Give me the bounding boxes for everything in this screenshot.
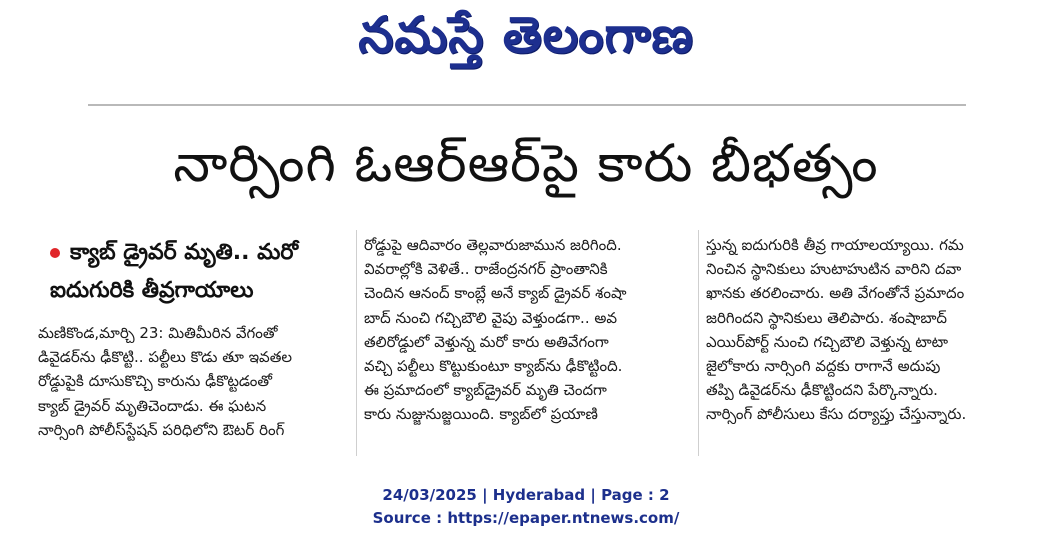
bullet-icon — [50, 248, 60, 258]
text-line: నార్సింగి పోలీస్‌స్టేషన్ పరిధిలోని ఔటర్ రింగ్ — [38, 420, 285, 439]
text-line: డివైడర్‌ను ఢీకొట్టి.. పల్టీలు కొడు తూ ఇవతల — [38, 348, 293, 367]
text-line: రోడ్డుపైకి దూసుకొచ్చి కారును ఢీకొట్టడంతో — [38, 372, 273, 391]
masthead-divider — [88, 104, 966, 106]
subhead-line: ఐదుగురికి తీవ్రగాయాలు — [50, 278, 254, 303]
text-line: జైలోకారు నార్సింగి వద్దకు రాగానే అదుపు — [706, 357, 941, 376]
text-line: వివరాల్లోకి వెళితే.. రాజేంద్రనగర్ ప్రాంతానికి — [364, 260, 608, 279]
text-line: వచ్చి పల్టీలు కొట్టుకుంటూ క్యాబ్‌ను ఢీకొట్టింది. — [364, 357, 623, 376]
article-subhead — [50, 234, 350, 310]
text-line: మణికొండ,మార్చి 23: మితిమీరిన వేగంతో — [38, 324, 278, 342]
text-line: తప్పి డివైడర్‌ను ఢీకొట్టిందని పేర్కొన్నారు. — [706, 381, 938, 400]
subhead-line: క్యాబ్ డ్రైవర్ మృతి.. మరో — [50, 234, 350, 272]
text-line: ఎయిర్‌పోర్ట్ నుంచి గచ్చిబౌలి వెళ్తున్న టాటా — [706, 332, 949, 351]
text-line: ఖానకు తరలించారు. అతి వేగంతోనే ప్రమాదం — [706, 284, 965, 303]
column-divider — [698, 230, 699, 456]
text-line: నించిన స్థానికులు హుటాహుటిన వారిని దవా — [706, 260, 962, 279]
column-divider — [356, 230, 357, 456]
text-line: చెందిన ఆనంద్ కాంబ్లే అనే క్యాబ్ డ్రైవర్ శంషా — [364, 284, 627, 303]
text-line: స్తున్న ఐదుగురికి తీవ్ర గాయాలయ్యాయి. గమ — [706, 236, 964, 254]
footer-source: Source : https://epaper.ntnews.com/ — [372, 509, 680, 527]
text-line: కారు నుజ్జునుజ్జయింది. క్యాబ్‌లో ప్రయాణి — [364, 405, 598, 424]
article-headline: నార్సింగి ఓఆర్‌ఆర్‌పై కారు బీభత్సం — [173, 134, 879, 194]
article-column-2 — [364, 233, 690, 427]
text-line: జరిగిందని స్థానికులు తెలిపారు. శంషాబాద్ — [706, 308, 947, 327]
masthead-title: నమస్తే తెలంగాణ — [358, 6, 694, 64]
text-line: బాద్ నుంచి గచ్చిబౌలి వైపు వెళ్తుండగా.. అవ — [364, 308, 618, 327]
text-line: ఈ ప్రమాదంలో క్యాబ్‌డ్రైవర్ మృతి చెందగా — [364, 381, 607, 400]
text-line: రోడ్డుపై ఆదివారం తెల్లవారుజామున జరిగింది. — [364, 236, 622, 254]
text-line: నార్సింగ్ పోలీసులు కేసు దర్యాప్తు చేస్తున్నారు. — [706, 405, 967, 424]
text-line: క్యాబ్ డ్రైవర్ మృతిచెందాడు. ఈ ఘటన — [38, 396, 267, 415]
article-column-3 — [706, 233, 1032, 427]
footer-date-location: 24/03/2025 | Hyderabad | Page : 2 — [382, 486, 670, 504]
text-line: తలిరోడ్డులో వెళ్తున్న మరో కారు అతివేగంగా — [364, 332, 609, 351]
article-column-1 — [38, 321, 354, 442]
